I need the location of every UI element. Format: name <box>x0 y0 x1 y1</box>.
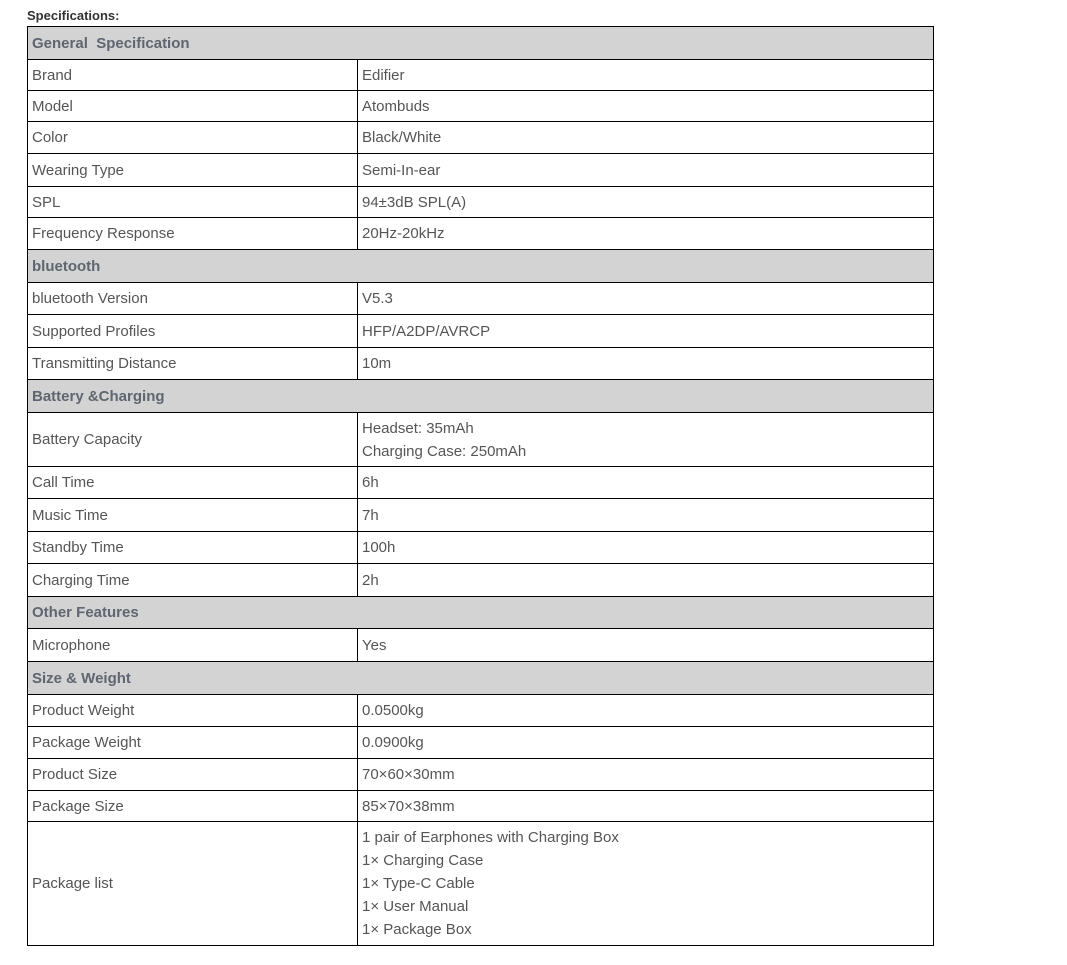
spec-row <box>28 122 934 154</box>
spec-row <box>28 822 934 946</box>
spec-value-line: 0.0500kg <box>362 702 424 719</box>
spec-row <box>28 564 934 597</box>
spec-value <box>358 283 934 315</box>
spec-label: Transmitting Distance <box>28 348 358 380</box>
spec-value-line: 0.0900kg <box>362 734 424 751</box>
spec-value-line: 20Hz-20kHz <box>362 225 445 242</box>
spec-row <box>28 187 934 218</box>
spec-value-line: 1× Type-C Cable <box>362 875 475 892</box>
spec-row <box>28 60 934 91</box>
spec-value-line: Semi-In-ear <box>362 161 441 179</box>
spec-value-line: Headset: 35mAh <box>362 419 474 437</box>
spec-value <box>358 791 934 822</box>
section-title: General Specification <box>32 34 190 52</box>
spec-label: Microphone <box>28 629 358 662</box>
spec-value-line: 1× Package Box <box>362 921 472 938</box>
spec-label: Battery Capacity <box>28 413 358 467</box>
spec-label: Wearing Type <box>28 154 358 187</box>
section-header-row <box>28 662 934 695</box>
spec-value-line: Black/White <box>362 129 442 146</box>
spec-label: Model <box>28 91 358 122</box>
spec-value-line: 70×60×30mm <box>362 766 455 783</box>
spec-row <box>28 467 934 499</box>
spec-value <box>358 187 934 218</box>
spec-value <box>358 727 934 759</box>
spec-value <box>358 218 934 250</box>
spec-value <box>358 467 934 499</box>
section-title: Other Features <box>32 604 139 621</box>
spec-row <box>28 695 934 727</box>
spec-label: Music Time <box>28 499 358 532</box>
spec-value-line: 1× User Manual <box>362 898 469 915</box>
spec-row <box>28 759 934 791</box>
spec-label: Supported Profiles <box>28 315 358 348</box>
spec-row <box>28 154 934 187</box>
spec-value-line: HFP/A2DP/AVRCP <box>362 322 491 340</box>
spec-value <box>358 91 934 122</box>
spec-label: Call Time <box>28 467 358 499</box>
spec-row <box>28 413 934 467</box>
section-header-cell <box>28 597 934 629</box>
section-header-cell <box>28 380 934 413</box>
spec-value <box>358 60 934 91</box>
spec-row <box>28 348 934 380</box>
spec-label: Standby Time <box>28 532 358 564</box>
spec-value <box>358 315 934 348</box>
section-header-row <box>28 27 934 60</box>
spec-value-line: Edifier <box>362 66 405 84</box>
spec-value <box>358 695 934 727</box>
spec-value-line: 85×70×38mm <box>362 797 455 815</box>
spec-label: Frequency Response <box>28 218 358 250</box>
section-title: Size & Weight <box>32 669 131 687</box>
spec-value <box>358 564 934 597</box>
spec-row <box>28 315 934 348</box>
spec-value-line: 100h <box>362 539 396 556</box>
section-header-row <box>28 380 934 413</box>
spec-label: Brand <box>28 60 358 91</box>
spec-row <box>28 218 934 250</box>
section-header-cell <box>28 662 934 695</box>
section-header-cell <box>28 27 934 60</box>
spec-value <box>358 759 934 791</box>
specifications-table <box>27 26 934 946</box>
specifications-table-body <box>28 27 934 946</box>
section-header-row <box>28 250 934 283</box>
spec-value-line: 1× Charging Case <box>362 852 484 869</box>
spec-label: Product Weight <box>28 695 358 727</box>
spec-value-line: Atombuds <box>362 97 430 115</box>
spec-value-line: Yes <box>362 636 387 654</box>
section-title: Battery &Charging <box>32 387 165 405</box>
spec-row <box>28 791 934 822</box>
spec-value-line: 6h <box>362 474 379 491</box>
specifications-heading: Specifications: <box>27 8 120 23</box>
spec-value-line: 1 pair of Earphones with Charging Box <box>362 829 619 846</box>
spec-label: Package Weight <box>28 727 358 759</box>
spec-row <box>28 727 934 759</box>
section-title: bluetooth <box>32 257 101 275</box>
spec-row <box>28 91 934 122</box>
spec-row <box>28 499 934 532</box>
spec-label: Charging Time <box>28 564 358 597</box>
section-header-row <box>28 597 934 629</box>
spec-row <box>28 629 934 662</box>
spec-value <box>358 532 934 564</box>
spec-label: Product Size <box>28 759 358 791</box>
spec-value <box>358 122 934 154</box>
spec-value <box>358 413 934 467</box>
spec-value-line: 2h <box>362 571 379 589</box>
spec-value <box>358 499 934 532</box>
spec-row <box>28 532 934 564</box>
spec-label: SPL <box>28 187 358 218</box>
section-header-cell <box>28 250 934 283</box>
spec-value <box>358 822 934 946</box>
spec-value-line: V5.3 <box>362 290 393 307</box>
spec-label: Color <box>28 122 358 154</box>
spec-label: Package Size <box>28 791 358 822</box>
spec-value-line: Charging Case: 250mAh <box>362 442 527 460</box>
spec-label: bluetooth Version <box>28 283 358 315</box>
spec-row <box>28 283 934 315</box>
spec-value <box>358 348 934 380</box>
spec-value-line: 10m <box>362 355 392 372</box>
spec-value <box>358 154 934 187</box>
spec-value-line: 7h <box>362 506 379 524</box>
spec-label: Package list <box>28 822 358 946</box>
spec-value-line: 94±3dB SPL(A) <box>362 193 467 211</box>
spec-value <box>358 629 934 662</box>
